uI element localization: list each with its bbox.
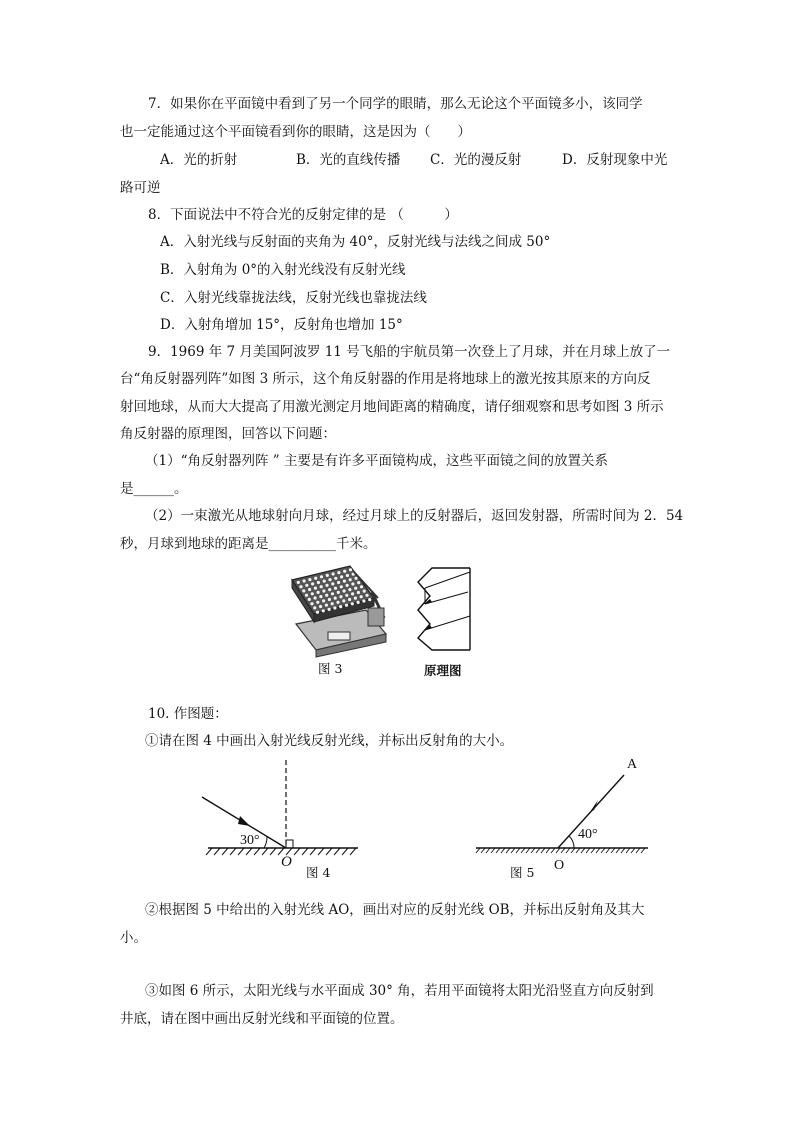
q9-sub2-line2: 秒，月球到地球的距离是__________千米。 <box>120 536 377 552</box>
q10-item3-line2: 井底，请在图中画出反射光线和平面镜的位置。 <box>120 1011 404 1027</box>
principle-diagram-caption: 原理图 <box>424 663 462 678</box>
q8-option-b: B．入射角为 0°的入射光线没有反射光线 <box>160 262 406 278</box>
figure-5-angle-label: 40° <box>578 827 598 842</box>
q10-item3-line1: ③如图 6 所示，太阳光线与水平面成 30° 角，若用平面镜将太阳光沿竖直方向反射到 <box>145 983 654 999</box>
q8-option-d: D．入射角增加 15°，反射角也增加 15° <box>160 317 403 333</box>
q9-sub1-line2: 是______。 <box>120 481 188 497</box>
figure-4-caption: 图 4 <box>306 865 331 880</box>
figure-4-angle-label: 30° <box>240 833 260 848</box>
q9-stem-line2: 台“角反射器列阵”如图 3 所示，这个角反射器的作用是将地球上的激光按其原来的方向反 <box>120 371 651 387</box>
figure-5-point-o: O <box>554 858 565 873</box>
q10-item2-line2: 小。 <box>120 930 147 946</box>
q7-option-d: D．反射现象中光 <box>562 152 668 168</box>
q9-sub1-line1: （1）“角反射器列阵 ” 主要是有许多平面镜构成，这些平面镜之间的放置关系 <box>145 453 608 469</box>
q9-stem-line3: 射回地球，从而大大提高了用激光测定月地间距离的精确度，请仔细观察和思考如图 3 所示 <box>120 399 664 415</box>
q9-stem-line1: 9．1969 年 7 月美国阿波罗 11 号飞船的宇航员第一次登上了月球，并在月球上放了一 <box>148 344 671 360</box>
q8-option-c: C．入射光线靠拢法线，反射光线也靠拢法线 <box>160 290 427 306</box>
q8-option-a: A．入射光线与反射面的夹角为 40°，反射光线与法线之间成 50° <box>160 234 551 250</box>
q9-sub2-line1: （2）一束激光从地球射向月球，经过月球上的反射器后，返回发射器，所需时间为 2．54 <box>145 508 684 524</box>
q7-option-d-continued: 路可逆 <box>120 180 161 196</box>
q7-option-b: B．光的直线传播 <box>296 152 401 168</box>
q9-stem-line4: 角反射器的原理图，回答以下问题： <box>120 426 336 442</box>
q7-stem-line2: 也一定能通过这个平面镜看到你的眼睛，这是因为（ ） <box>120 124 471 140</box>
figure-5-diagram <box>474 760 654 860</box>
q7-option-c: C．光的漫反射 <box>430 152 522 168</box>
q10-item1: ①请在图 4 中画出入射光线反射光线，并标出反射角的大小。 <box>145 733 514 749</box>
q8-stem: 8．下面说法中不符合光的反射定律的是 （ ） <box>148 207 458 223</box>
corner-reflector-array-figure <box>288 562 408 657</box>
figure-4-point-o: O <box>281 854 292 870</box>
q7-option-a: A．光的折射 <box>160 152 238 168</box>
figure-5-point-a: A <box>627 757 638 772</box>
figure-3-caption: 图 3 <box>318 661 343 676</box>
figure-5-caption: 图 5 <box>510 865 535 880</box>
q10-title: 10. 作图题： <box>148 706 228 722</box>
q7-stem-line1: 7．如果你在平面镜中看到了另一个同学的眼睛，那么无论这个平面镜多小，该同学 <box>148 96 643 112</box>
q10-item2-line1: ②根据图 5 中给出的入射光线 AO，画出对应的反射光线 OB，并标出反射角及其大 <box>145 902 645 918</box>
principle-diagram <box>410 566 480 651</box>
